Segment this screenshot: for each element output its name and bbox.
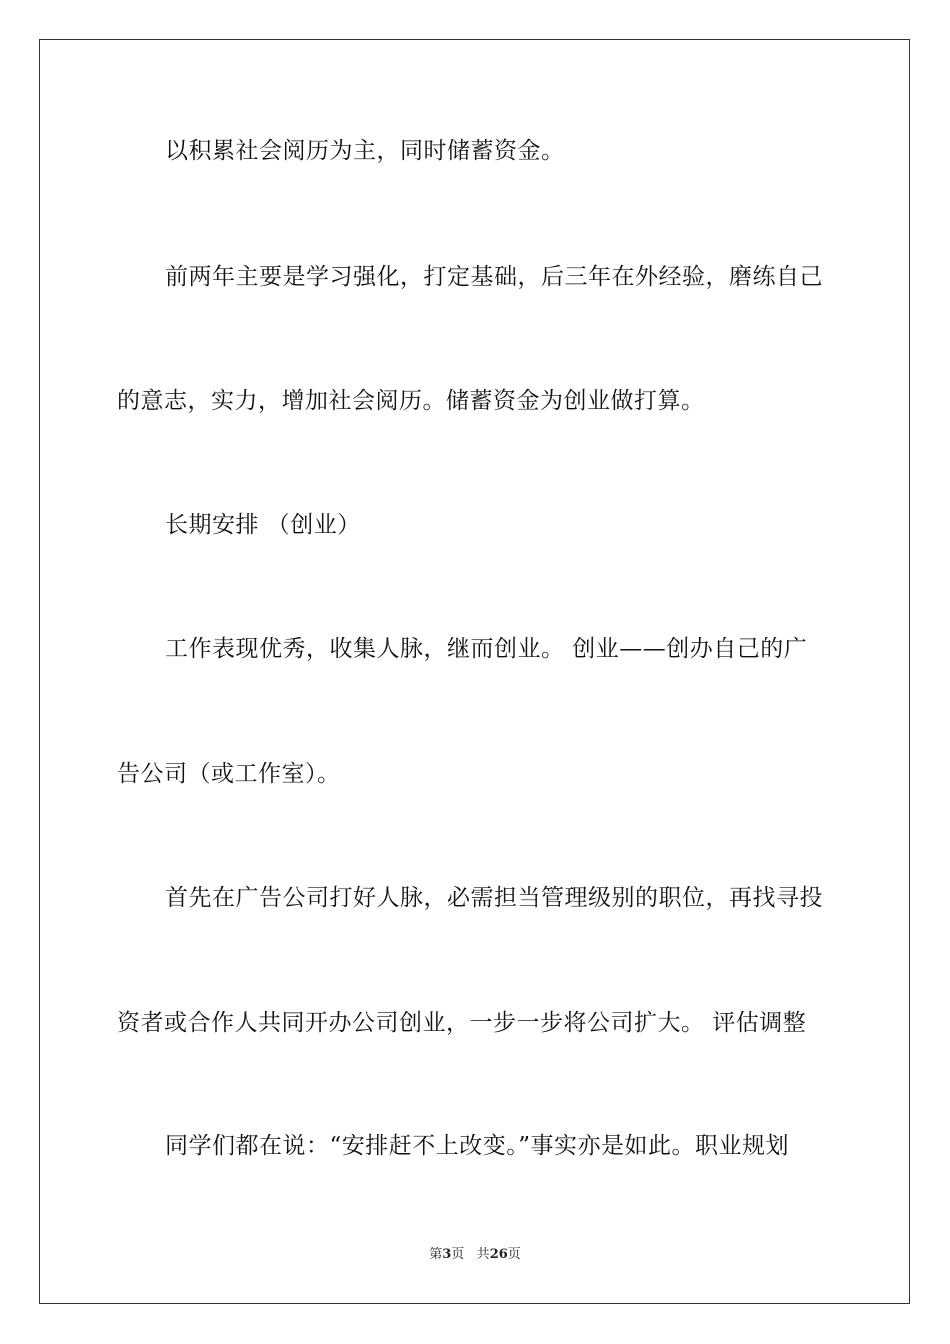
page-border — [39, 39, 910, 1304]
paragraph-line-2: 前两年主要是学习强化，打定基础，后三年在外经验，磨练自己 — [165, 264, 823, 290]
total-suffix: 页 — [507, 1247, 521, 1262]
page-suffix: 页 — [451, 1247, 465, 1262]
total-pages: 26 — [489, 1247, 508, 1262]
total-prefix: 共 — [476, 1247, 490, 1262]
paragraph-line-3: 的意志，实力，增加社会阅历。储蓄资金为创业做打算。 — [117, 388, 705, 414]
paragraph-line-9: 同学们都在说：“安排赶不上改变。”事实亦是如此。职业规划 — [165, 1133, 790, 1159]
page-number: 3 — [442, 1247, 452, 1262]
page-prefix: 第 — [429, 1247, 443, 1262]
paragraph-line-7: 首先在广告公司打好人脉，必需担当管理级别的职位，再找寻投 — [165, 885, 823, 911]
paragraph-line-1: 以积累社会阅历为主，同时储蓄资金。 — [165, 138, 565, 164]
paragraph-line-6: 告公司（或工作室）。 — [117, 761, 341, 787]
paragraph-line-8: 资者或合作人共同开办公司创业，一步一步将公司扩大。 评估调整 — [117, 1010, 807, 1036]
section-heading-long-term-plan: 长期安排 （创业） — [165, 512, 361, 538]
paragraph-line-5: 工作表现优秀，收集人脉，继而创业。 创业——创办自己的广 — [165, 636, 808, 662]
page-footer — [0, 1246, 950, 1264]
